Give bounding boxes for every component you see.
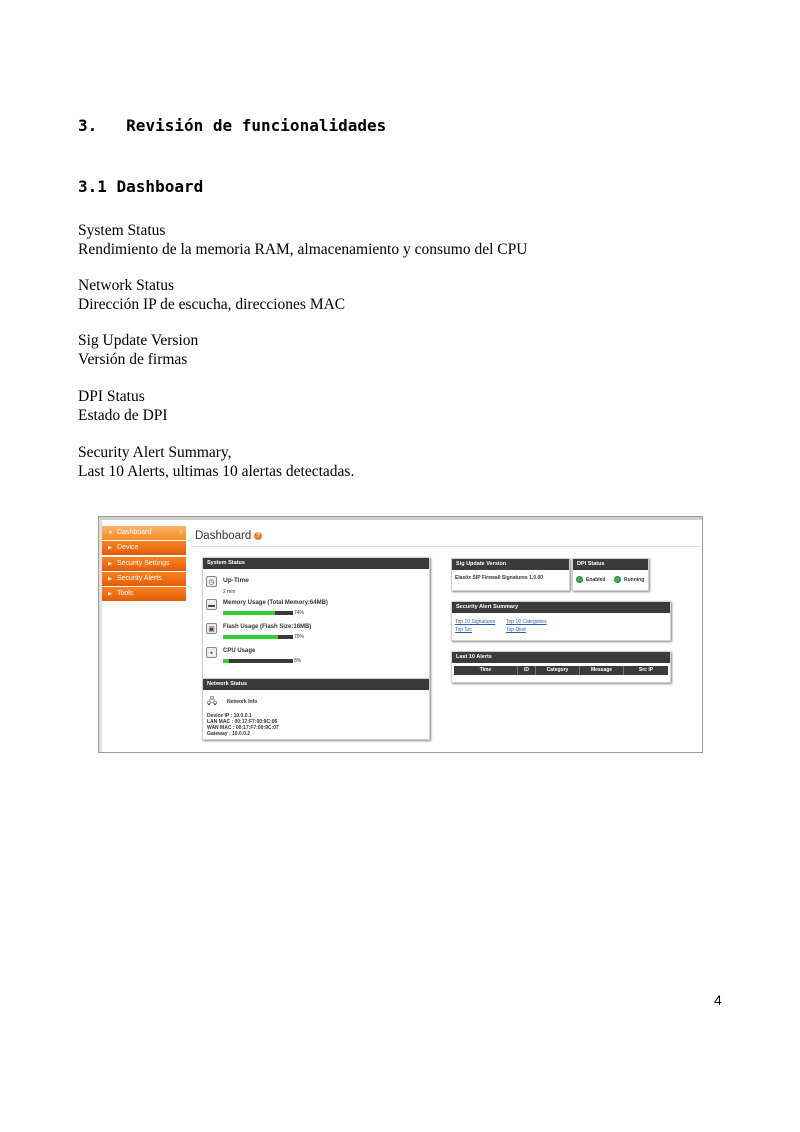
sig-version-value: Elastix SIP Firewall Signatures 1.0.00: [455, 575, 544, 581]
panel-header: DPI Status: [573, 559, 648, 570]
gateway: Gateway : 10.0.0.2: [207, 731, 251, 737]
paragraph-text: Last 10 Alerts, ultimas 10 alertas detectadas.: [78, 462, 355, 480]
uptime-label: Up-Time: [223, 577, 249, 584]
paragraph-text: Rendimiento de la memoria RAM, almacenamiento y consumo del CPU: [78, 240, 528, 258]
panel-header: System Status: [203, 558, 429, 569]
paragraph-title: System Status: [78, 222, 166, 239]
triangle-right-icon: ▶: [108, 560, 112, 567]
network-status-panel: [202, 678, 430, 740]
divider: [191, 546, 701, 547]
alerts-table-header: [454, 666, 668, 675]
cpu-icon: ▪: [206, 647, 217, 658]
flash-bar-fill: [223, 635, 278, 639]
lan-mac: LAN MAC : 00:17:F7:00:9C:06: [207, 719, 278, 725]
triangle-down-icon: ▼: [108, 530, 113, 536]
clock-icon: ◷: [206, 576, 217, 587]
column-header[interactable]: Src IP: [638, 667, 654, 673]
wan-mac: WAN MAC : 00:17:F7:00:9C:07: [207, 725, 279, 731]
flash-bar: [223, 635, 293, 639]
uptime-value: 2 min: [223, 589, 236, 595]
chevron-right-icon: ›: [179, 529, 182, 536]
cpu-bar-fill: [223, 659, 229, 663]
paragraph-alert-summary: [78, 444, 354, 481]
paragraph-sig-update: [78, 332, 198, 369]
screenshot-top-border: [99, 517, 702, 520]
help-icon[interactable]: ?: [254, 532, 262, 540]
triangle-right-icon: ▶: [108, 545, 112, 552]
memory-label: Memory Usage (Total Memory:64MB): [223, 600, 328, 606]
panel-header: Sig Update Version: [452, 559, 569, 570]
running-status-icon: [614, 576, 621, 583]
section-number: 3.: [78, 116, 98, 135]
panel-header: Security Alert Summary: [452, 602, 670, 613]
column-header[interactable]: Category: [536, 666, 580, 675]
paragraph-title: Network Status: [78, 277, 175, 294]
sidebar-item-security-alerts[interactable]: [102, 572, 186, 586]
column-header[interactable]: Time: [454, 666, 518, 675]
link-top-src[interactable]: Top Src: [455, 627, 472, 633]
panel-header: Network Status: [203, 679, 429, 690]
sidebar-item-label: Device: [117, 544, 139, 552]
sidebar-item-label: Tools: [117, 590, 134, 598]
alert-summary-panel: [451, 601, 671, 641]
enabled-status-icon: [576, 576, 583, 583]
triangle-right-icon: ▶: [108, 591, 112, 598]
paragraph-text: Dirección IP de escucha, direcciones MAC: [78, 295, 346, 313]
memory-icon: ▬: [206, 599, 217, 610]
column-header[interactable]: ID: [518, 666, 536, 675]
system-status-panel: [202, 557, 430, 679]
sig-update-panel: [451, 558, 570, 591]
last-alerts-panel: [451, 651, 671, 683]
sidebar-item-label: Dashboard: [117, 529, 152, 536]
flash-percent: 79%: [294, 634, 305, 640]
link-top-signatures[interactable]: Top 10 Signatures: [455, 619, 496, 625]
dpi-enabled-label: Enabled: [586, 577, 606, 583]
link-top-dest[interactable]: Top Dest: [506, 627, 526, 633]
page-title: [195, 530, 262, 542]
paragraph-title: DPI Status: [78, 388, 145, 405]
dpi-status-panel: [572, 558, 649, 591]
paragraph-system-status: [78, 222, 527, 259]
subsection-heading: 3.1 Dashboard: [78, 177, 204, 196]
memory-bar: [223, 611, 293, 615]
paragraph-title: Sig Update Version: [78, 332, 199, 349]
sidebar-item-dashboard[interactable]: [102, 526, 186, 540]
sidebar-item-device[interactable]: [102, 541, 186, 555]
paragraph-dpi-status: [78, 388, 168, 425]
memory-bar-fill: [223, 611, 275, 615]
page-number: 4: [714, 992, 722, 1008]
flash-drive-icon: ▣: [206, 623, 217, 634]
page-title-text: Dashboard: [195, 530, 252, 542]
dpi-running-label: Running: [624, 577, 645, 583]
paragraph-text: Estado de DPI: [78, 406, 168, 424]
triangle-right-icon: ▶: [108, 575, 112, 582]
sidebar-menu: [102, 526, 186, 602]
paragraph-text: Versión de firmas: [78, 350, 188, 368]
sidebar-item-label: Security Alerts: [117, 574, 162, 582]
flash-label: Flash Usage (Flash Size:16MB): [223, 624, 312, 630]
section-heading: [78, 116, 386, 135]
cpu-bar: [223, 659, 293, 663]
network-computers-icon: 🖧: [207, 696, 218, 706]
panel-header: Last 10 Alerts: [452, 652, 670, 663]
network-info-label: Network Info: [227, 699, 258, 705]
cpu-percent: 8%: [294, 658, 302, 664]
memory-percent: 74%: [294, 610, 305, 616]
paragraph-network-status: [78, 277, 345, 314]
column-header[interactable]: Message: [580, 666, 624, 675]
dashboard-screenshot: [98, 516, 703, 753]
device-ip: Device IP : 10.0.0.1: [207, 713, 252, 719]
section-title: Revisión de funcionalidades: [126, 116, 387, 135]
paragraph-title: Security Alert Summary,: [78, 444, 232, 461]
cpu-label: CPU Usage: [223, 648, 256, 654]
link-top-categories[interactable]: Top 10 Categories: [506, 619, 547, 625]
sidebar-item-label: Security Settings: [117, 559, 170, 567]
sidebar-item-tools[interactable]: [102, 587, 186, 601]
sidebar-item-security-settings[interactable]: [102, 557, 186, 571]
